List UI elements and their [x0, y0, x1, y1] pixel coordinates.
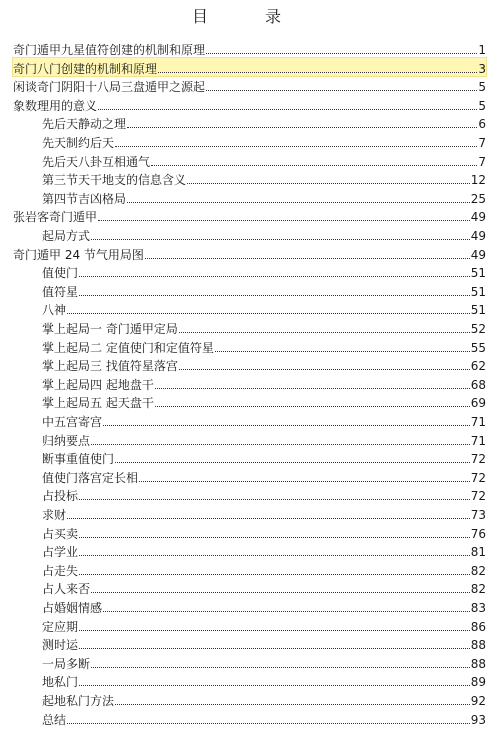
toc-entry[interactable]	[42, 467, 486, 485]
toc-entry-page-number: 5	[478, 80, 486, 95]
dot-leader	[79, 648, 470, 649]
toc-entry[interactable]	[42, 169, 486, 187]
toc-entry-title: 中五宫寄宫	[42, 415, 103, 429]
toc-entry[interactable]	[42, 448, 486, 466]
toc-entry-page-number: 5	[478, 98, 486, 113]
toc-entry[interactable]	[42, 374, 486, 392]
dot-leader	[155, 406, 470, 407]
toc-entry-page-number: 82	[470, 582, 486, 597]
toc-entry-title: 起地私门方法	[42, 694, 115, 708]
toc-entry[interactable]	[42, 337, 486, 355]
dot-leader	[98, 109, 477, 110]
dot-leader	[79, 537, 470, 538]
dot-leader	[145, 258, 470, 259]
toc-entry-title: 起局方式	[42, 229, 91, 243]
toc-entry[interactable]	[42, 690, 486, 708]
toc-entry-title: 第三节天干地支的信息含义	[42, 173, 187, 188]
dot-leader	[79, 499, 470, 500]
toc-entry[interactable]	[42, 151, 486, 169]
toc-entry[interactable]	[42, 132, 486, 150]
toc-entry-title: 掌上起局一 奇门遁甲定局	[42, 322, 178, 336]
toc-entry[interactable]	[42, 225, 486, 243]
toc-entry-title: 归纳要点	[42, 433, 91, 448]
dot-leader	[115, 146, 477, 147]
dot-leader	[151, 165, 477, 166]
toc-entry-page-number: 76	[470, 526, 486, 541]
dot-leader	[91, 592, 470, 593]
toc-entry[interactable]	[42, 392, 486, 410]
toc-entry-page-number: 49	[470, 229, 486, 243]
dot-leader	[79, 630, 470, 631]
toc-entry-title: 求财	[42, 508, 67, 522]
dot-leader	[115, 462, 470, 463]
dot-leader	[91, 444, 470, 445]
toc-entry[interactable]	[42, 262, 486, 280]
dot-leader	[79, 574, 470, 575]
toc-entry[interactable]	[42, 318, 486, 336]
toc-entry-title: 闲谈奇门阴阳十八局三盘遁甲之源起	[13, 80, 206, 95]
dot-leader	[127, 127, 477, 128]
toc-entry[interactable]	[42, 541, 486, 559]
toc-entry-page-number: 69	[470, 396, 486, 411]
toc-entry[interactable]	[42, 485, 486, 503]
toc-entry-page-number: 1	[478, 43, 486, 57]
toc-entry[interactable]	[42, 709, 486, 727]
toc-entry-title: 先后天八卦互相通气	[42, 154, 151, 169]
toc-entry[interactable]	[13, 39, 486, 57]
dot-leader	[79, 295, 470, 296]
toc-entry-page-number: 82	[470, 563, 486, 578]
toc-entry-page-number: 88	[470, 656, 486, 671]
toc-entry-title: 总结	[42, 712, 67, 727]
dot-leader	[179, 332, 470, 333]
toc-entry-page-number: 6	[478, 117, 486, 132]
toc-entry-title: 占学业	[42, 545, 79, 560]
toc-entry[interactable]	[13, 244, 486, 262]
dot-leader	[115, 704, 470, 705]
toc-entry-page-number: 51	[470, 303, 486, 318]
toc-entry-page-number: 72	[470, 470, 486, 485]
toc-entry-page-number: 71	[470, 433, 486, 448]
toc-entry[interactable]	[13, 95, 486, 113]
dot-leader	[127, 202, 470, 203]
toc-entry-page-number: 72	[470, 489, 486, 504]
toc-entry-title: 占投标	[42, 489, 79, 504]
dot-leader	[91, 239, 470, 240]
toc-entry-page-number: 86	[470, 619, 486, 634]
toc-entry-page-number: 89	[470, 675, 486, 690]
dot-leader	[67, 723, 470, 724]
toc-entry[interactable]	[42, 504, 486, 522]
dot-leader	[179, 369, 470, 370]
toc-entry-title: 先天制约后天	[42, 136, 115, 150]
dot-leader	[79, 555, 470, 556]
toc-entry[interactable]	[13, 58, 486, 76]
toc-entry-page-number: 7	[478, 154, 486, 169]
toc-entry-page-number: 83	[470, 601, 486, 615]
toc-entry-title: 张岩客奇门遁甲	[13, 210, 98, 225]
toc-entry-title: 定应期	[42, 619, 79, 634]
toc-entry-page-number: 92	[470, 694, 486, 708]
toc-entry-title: 占婚姻情感	[42, 601, 103, 615]
toc-entry-title: 值使门落宫定长相	[42, 470, 139, 485]
toc-entry[interactable]	[42, 523, 486, 541]
toc-entry-title: 测时运	[42, 638, 79, 653]
toc-entry-title: 断事重值使门	[42, 452, 115, 467]
toc-entry[interactable]	[42, 616, 486, 634]
toc-entry[interactable]	[42, 113, 486, 131]
toc-entry-page-number: 7	[478, 136, 486, 150]
dot-leader	[79, 685, 470, 686]
toc-entry-page-number: 3	[478, 61, 486, 76]
toc-entry[interactable]	[13, 206, 486, 224]
toc-entry-title: 奇门遁甲 24 节气用局图	[13, 247, 144, 262]
toc-entry-page-number: 93	[470, 712, 486, 727]
toc-entry-title: 一局多断	[42, 656, 91, 671]
dot-leader	[215, 351, 470, 352]
toc-entry-title: 占买卖	[42, 526, 79, 541]
toc-entry-page-number: 62	[470, 359, 486, 374]
toc-entry-page-number: 25	[470, 191, 486, 206]
toc-entry[interactable]	[42, 299, 486, 317]
toc-entry-title: 地私门	[42, 675, 79, 690]
toc-entry-page-number: 88	[470, 638, 486, 653]
toc-entry-title: 八神	[42, 303, 67, 318]
toc-entry-title: 奇门八门创建的机制和原理	[13, 61, 158, 76]
toc-entry-title: 第四节吉凶格局	[42, 191, 127, 206]
dot-leader	[91, 667, 470, 668]
toc-entry[interactable]	[42, 653, 486, 671]
toc-entry[interactable]	[42, 671, 486, 689]
dot-leader	[206, 90, 477, 91]
toc-entry-page-number: 72	[470, 452, 486, 467]
toc-entry-page-number: 49	[470, 210, 486, 225]
toc-entry[interactable]	[13, 76, 486, 94]
toc-entry-page-number: 81	[470, 545, 486, 560]
dot-leader	[67, 518, 470, 519]
toc-entry[interactable]	[42, 430, 486, 448]
toc-entry[interactable]	[42, 578, 486, 596]
dot-leader	[98, 220, 470, 221]
toc-entry-page-number: 73	[470, 508, 486, 522]
toc-entry-page-number: 12	[470, 173, 486, 188]
dot-leader	[158, 72, 477, 73]
toc-entry[interactable]	[42, 188, 486, 206]
dot-leader	[79, 276, 470, 277]
toc-entry[interactable]	[42, 281, 486, 299]
toc-entry-title: 掌上起局四 起地盘干	[42, 377, 154, 392]
toc-entry-title: 值符星	[42, 284, 79, 299]
page-title: 目 录	[191, 7, 308, 26]
toc-entry-title: 值使门	[42, 266, 79, 281]
toc-entry-title: 先后天静动之理	[42, 117, 127, 132]
toc-entry-page-number: 51	[470, 266, 486, 281]
toc-entry-title: 掌上起局五 起天盘干	[42, 396, 154, 411]
toc-entry-title: 占走失	[42, 563, 79, 578]
toc-entry-page-number: 55	[470, 340, 486, 355]
toc-entry-page-number: 71	[470, 415, 486, 429]
toc-entry-title: 占人来否	[42, 582, 91, 597]
toc-entry-page-number: 49	[470, 247, 486, 262]
dot-leader	[103, 425, 470, 426]
toc-entry-title: 奇门遁甲九星值符创建的机制和原理	[13, 43, 206, 57]
dot-leader	[155, 388, 470, 389]
toc-entry[interactable]	[42, 634, 486, 652]
toc-entry[interactable]	[42, 597, 486, 615]
toc-entry-page-number: 51	[470, 284, 486, 299]
dot-leader	[103, 611, 470, 612]
dot-leader	[139, 481, 470, 482]
toc-entry-page-number: 52	[470, 322, 486, 336]
toc-entry[interactable]	[42, 411, 486, 429]
toc-entry[interactable]	[42, 355, 486, 373]
dot-leader	[187, 183, 470, 184]
toc-entry-title: 掌上起局二 定值使门和定值符星	[42, 340, 214, 355]
dot-leader	[206, 53, 477, 54]
toc-entry[interactable]	[42, 560, 486, 578]
dot-leader	[67, 313, 470, 314]
toc-entry-title: 象数理用的意义	[13, 98, 98, 113]
toc-entry-page-number: 68	[470, 377, 486, 392]
toc-entry-title: 掌上起局三 找值符星落宫	[42, 359, 178, 374]
